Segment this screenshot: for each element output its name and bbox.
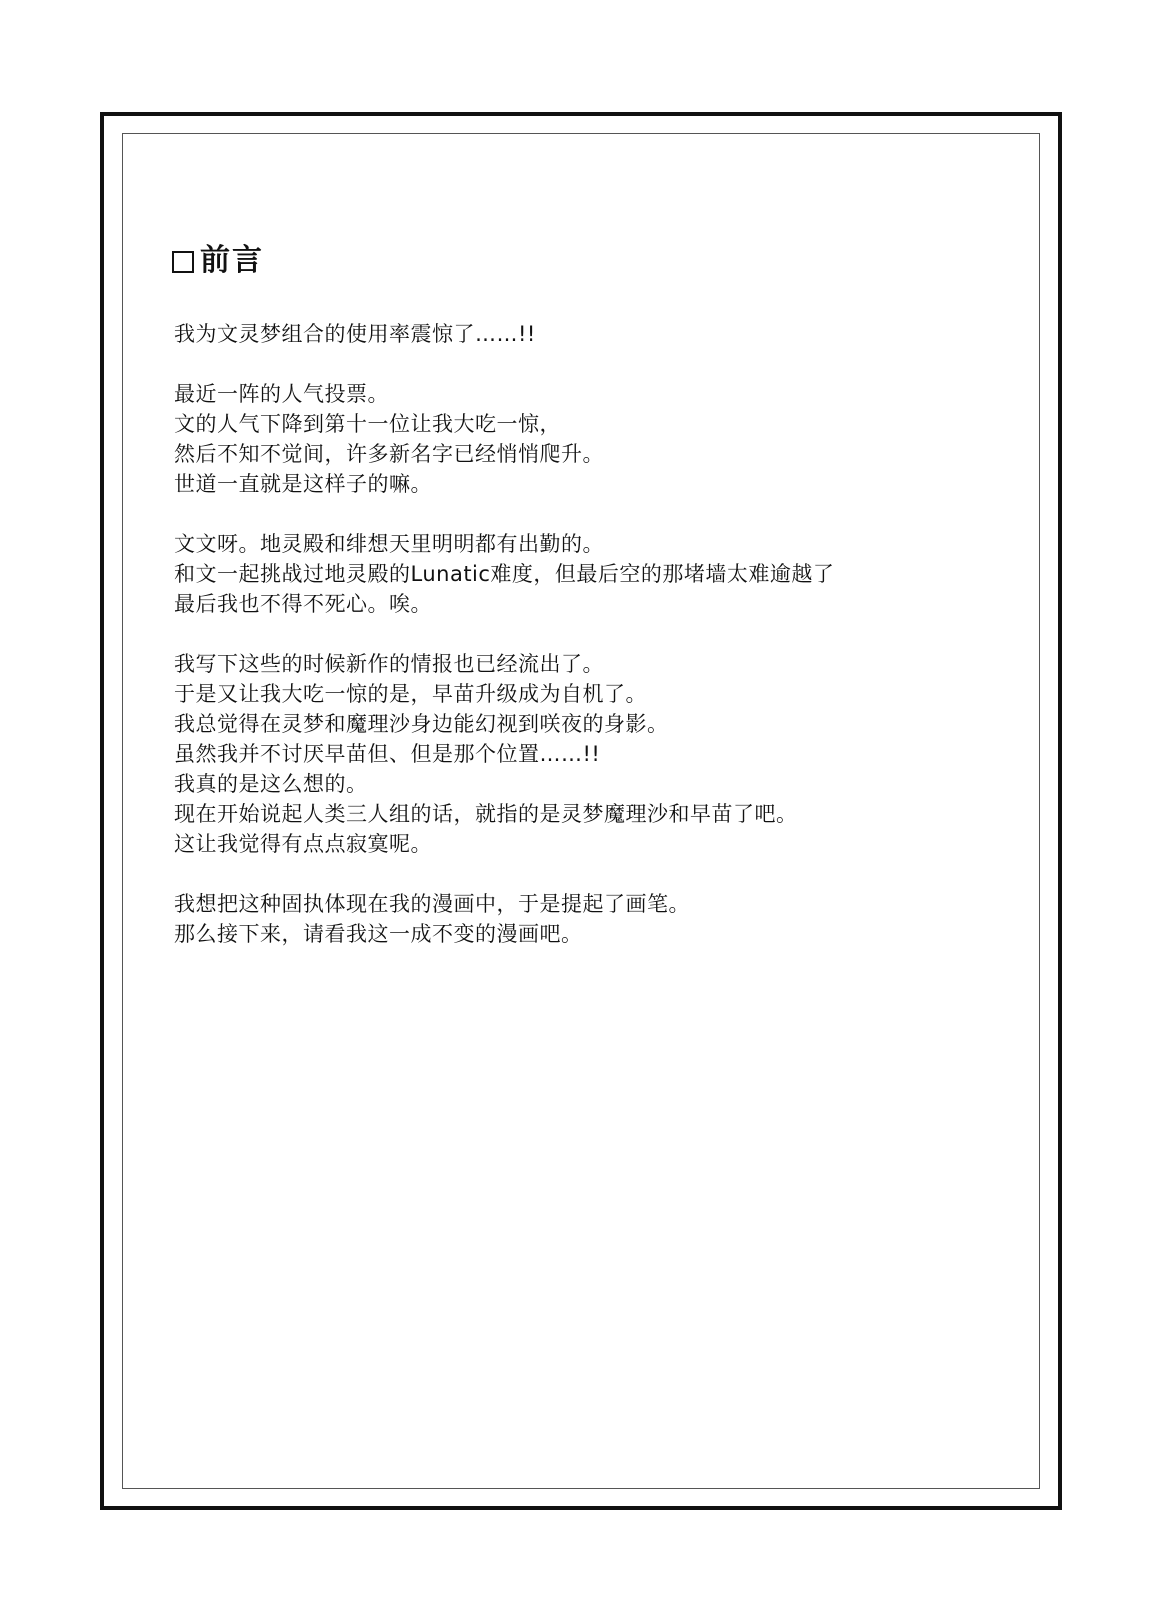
- text-line: 我为文灵梦组合的使用率震惊了……!!: [174, 322, 536, 346]
- text-line: 世道一直就是这样子的嘛。: [174, 472, 432, 496]
- text-line: 虽然我并不讨厌早苗但、但是那个位置……!!: [174, 742, 601, 766]
- text-line: 文文呀。地灵殿和绯想天里明明都有出勤的。: [174, 532, 604, 556]
- paragraph-4: [174, 649, 1004, 859]
- paragraph-5: [174, 889, 1004, 949]
- paragraph-2: [174, 379, 1004, 499]
- preface-content: [174, 243, 1004, 979]
- square-bullet-icon: [172, 251, 194, 273]
- text-line: 我总觉得在灵梦和魔理沙身边能幻视到咲夜的身影。: [174, 712, 669, 736]
- text-line: 和文一起挑战过地灵殿的Lunatic难度，但最后空的那堵墙太难逾越了: [174, 562, 835, 586]
- paragraph-1: [174, 319, 1004, 349]
- text-line: 最近一阵的人气投票。: [174, 382, 389, 406]
- text-line: 我想把这种固执体现在我的漫画中，于是提起了画笔。: [174, 892, 690, 916]
- text-line: 我写下这些的时候新作的情报也已经流出了。: [174, 652, 604, 676]
- preface-heading: [172, 243, 1004, 279]
- text-line: 文的人气下降到第十一位让我大吃一惊，: [174, 412, 561, 436]
- paragraph-3: [174, 529, 1004, 619]
- text-line: 然后不知不觉间，许多新名字已经悄悄爬升。: [174, 442, 604, 466]
- text-line: 那么接下来，请看我这一成不变的漫画吧。: [174, 922, 583, 946]
- preface-title: 前言: [200, 243, 264, 278]
- text-line: 我真的是这么想的。: [174, 772, 368, 796]
- text-line: 最后我也不得不死心。唉。: [174, 592, 432, 616]
- text-line: 现在开始说起人类三人组的话，就指的是灵梦魔理沙和早苗了吧。: [174, 802, 798, 826]
- text-line: 这让我觉得有点点寂寞呢。: [174, 832, 432, 856]
- text-line: 于是又让我大吃一惊的是，早苗升级成为自机了。: [174, 682, 647, 706]
